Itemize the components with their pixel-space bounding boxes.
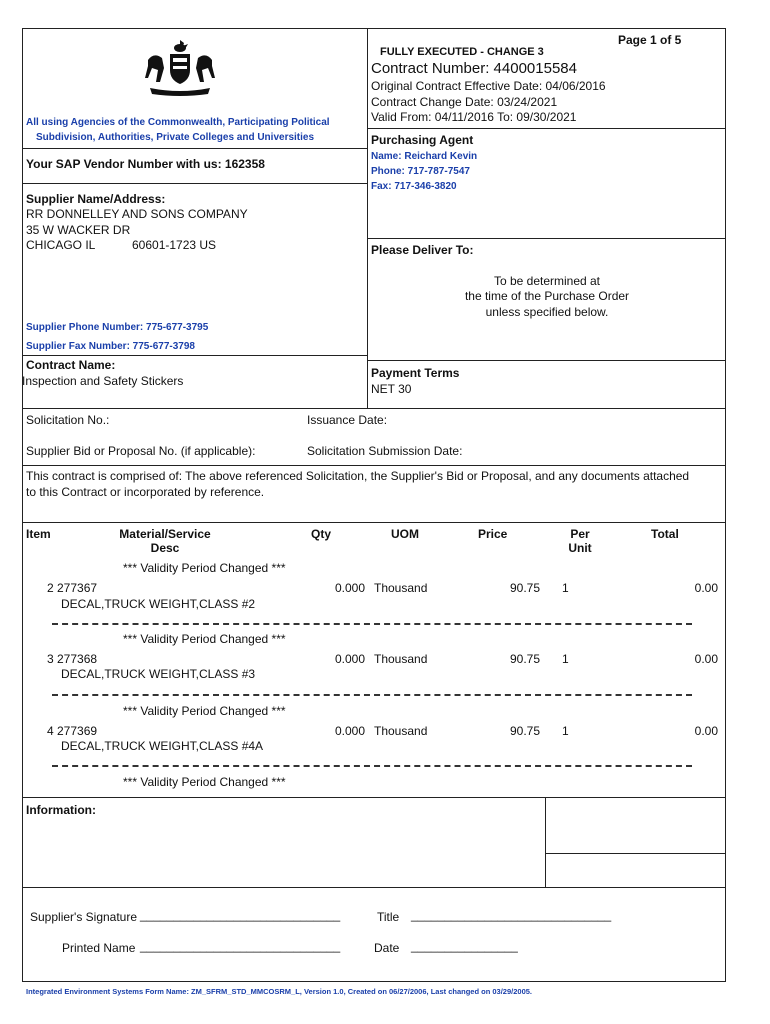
- divider: [22, 465, 726, 466]
- contract-number: Contract Number: 4400015584: [371, 60, 577, 77]
- row-per: 1: [562, 581, 569, 595]
- solicitation-no: Solicitation No.:: [26, 413, 110, 427]
- divider: [22, 522, 726, 523]
- col-desc-line2: Desc: [150, 541, 180, 555]
- divider: [22, 408, 726, 409]
- row-total: 0.00: [694, 724, 718, 738]
- frame-left: [22, 28, 23, 982]
- divider: [367, 128, 726, 129]
- row-total: 0.00: [694, 581, 718, 595]
- row-desc: DECAL,TRUCK WEIGHT,CLASS #4A: [61, 739, 264, 753]
- title-label: Title: [377, 910, 400, 924]
- row-item: 2 277367: [47, 581, 98, 595]
- col-uom: UOM: [391, 527, 419, 541]
- row-price: 90.75: [509, 581, 540, 595]
- information-heading: Information:: [26, 803, 96, 817]
- agent-fax: Fax: 717-346-3820: [371, 181, 457, 192]
- vertical-divider: [367, 28, 368, 408]
- divider: [22, 887, 726, 888]
- col-item: Item: [26, 527, 51, 541]
- supplier-signature-line[interactable]: ______________________________: [140, 908, 341, 922]
- supplier-city: CHICAGO IL: [26, 238, 96, 252]
- row-uom: Thousand: [374, 724, 428, 738]
- col-desc: [100, 527, 230, 555]
- contract-status: FULLY EXECUTED - CHANGE 3: [380, 46, 544, 58]
- supplier-zip: 60601-1723 US: [132, 238, 217, 252]
- deliver-line3: unless specified below.: [485, 305, 609, 319]
- supplier-signature-label: Supplier's Signature: [30, 910, 138, 924]
- col-qty: Qty: [311, 527, 332, 541]
- divider: [22, 183, 367, 184]
- deliver-line1: To be determined at: [493, 274, 601, 288]
- row-qty: 0.000: [335, 581, 366, 595]
- row-per: 1: [562, 652, 569, 666]
- comprised-line2: to this Contract or incorporated by reference.: [26, 485, 265, 499]
- divider: [545, 797, 546, 887]
- supplier-fax: Supplier Fax Number: 775-677-3798: [26, 341, 195, 352]
- supplier-street: 35 W WACKER DR: [26, 223, 131, 237]
- frame-bottom: [22, 981, 726, 982]
- supplier-phone: Supplier Phone Number: 775-677-3795: [26, 322, 209, 333]
- frame-right: [725, 28, 726, 982]
- deliver-heading: Please Deliver To:: [371, 243, 474, 257]
- row-desc: DECAL,TRUCK WEIGHT,CLASS #3: [61, 667, 256, 681]
- row-uom: Thousand: [374, 581, 428, 595]
- col-per-unit: [555, 527, 605, 555]
- divider: [367, 238, 726, 239]
- payment-heading: Payment Terms: [371, 366, 460, 380]
- row-price: 90.75: [509, 652, 540, 666]
- printed-name-label: Printed Name: [62, 941, 136, 955]
- supplier-heading: Supplier Name/Address:: [26, 192, 166, 206]
- date-label: Date: [374, 941, 400, 955]
- row-total: 0.00: [694, 652, 718, 666]
- contract-name: Inspection and Safety Stickers: [22, 374, 184, 388]
- bid-proposal-no: Supplier Bid or Proposal No. (if applicable):: [26, 444, 256, 458]
- row-desc: DECAL,TRUCK WEIGHT,CLASS #2: [61, 597, 256, 611]
- col-price: Price: [478, 527, 508, 541]
- submission-date: Solicitation Submission Date:: [307, 444, 463, 458]
- row-separator: [52, 623, 692, 625]
- divider: [22, 148, 367, 149]
- row-qty: 0.000: [335, 652, 366, 666]
- col-desc-line1: Material/Service: [119, 527, 211, 541]
- row-per: 1: [562, 724, 569, 738]
- col-per-line1: Per: [570, 527, 590, 541]
- divider: [545, 853, 726, 854]
- valid-dates: Valid From: 04/11/2016 To: 09/30/2021: [371, 110, 577, 124]
- agencies-line1: All using Agencies of the Commonwealth, Participating Political: [26, 117, 330, 128]
- validity-note: *** Validity Period Changed ***: [123, 775, 286, 789]
- divider: [367, 360, 726, 361]
- row-price: 90.75: [509, 724, 540, 738]
- date-line[interactable]: ________________: [411, 939, 518, 953]
- original-effective-date: Original Contract Effective Date: 04/06/2016: [371, 79, 606, 93]
- payment-terms: NET 30: [371, 382, 412, 396]
- deliver-line2: the time of the Purchase Order: [464, 289, 630, 303]
- divider: [22, 355, 367, 356]
- purchasing-agent-heading: Purchasing Agent: [371, 133, 474, 147]
- agent-name: Name: Reichard Kevin: [371, 151, 478, 162]
- agent-phone: Phone: 717-787-7547: [371, 166, 470, 177]
- divider: [22, 797, 726, 798]
- title-line[interactable]: ______________________________: [411, 908, 612, 922]
- page-indicator: Page 1 of 5: [618, 33, 682, 47]
- row-item: 3 277368: [47, 652, 98, 666]
- frame-top: [22, 28, 726, 29]
- contract-change-date: Contract Change Date: 03/24/2021: [371, 95, 558, 109]
- printed-name-line[interactable]: ______________________________: [140, 939, 341, 953]
- supplier-name: RR DONNELLEY AND SONS COMPANY: [26, 207, 248, 221]
- agencies-line2: Subdivision, Authorities, Private Colleges and Universities: [36, 132, 315, 143]
- row-separator: [52, 694, 692, 696]
- contract-name-heading: Contract Name:: [26, 358, 116, 372]
- sap-vendor-number: Your SAP Vendor Number with us: 162358: [26, 157, 265, 171]
- col-per-line2: Unit: [568, 541, 592, 555]
- comprised-line1: This contract is comprised of: The above referenced Solicitation, the Supplier's Bid or Proposal, and any documents attached: [26, 469, 690, 483]
- validity-note: *** Validity Period Changed ***: [123, 561, 286, 575]
- row-uom: Thousand: [374, 652, 428, 666]
- row-qty: 0.000: [335, 724, 366, 738]
- issuance-date: Issuance Date:: [307, 413, 388, 427]
- row-separator: [52, 765, 692, 767]
- col-total: Total: [651, 527, 679, 541]
- validity-note: *** Validity Period Changed ***: [123, 704, 286, 718]
- validity-note: *** Validity Period Changed ***: [123, 632, 286, 646]
- row-item: 4 277369: [47, 724, 98, 738]
- pennsylvania-coat-of-arms-icon: [140, 38, 220, 100]
- form-footer: Integrated Environment Systems Form Name: ZM_SFRM_STD_MMCOSRM_L, Version 1.0, Created on 06/27/2006, Last changed on 03/29/2005.: [26, 987, 532, 996]
